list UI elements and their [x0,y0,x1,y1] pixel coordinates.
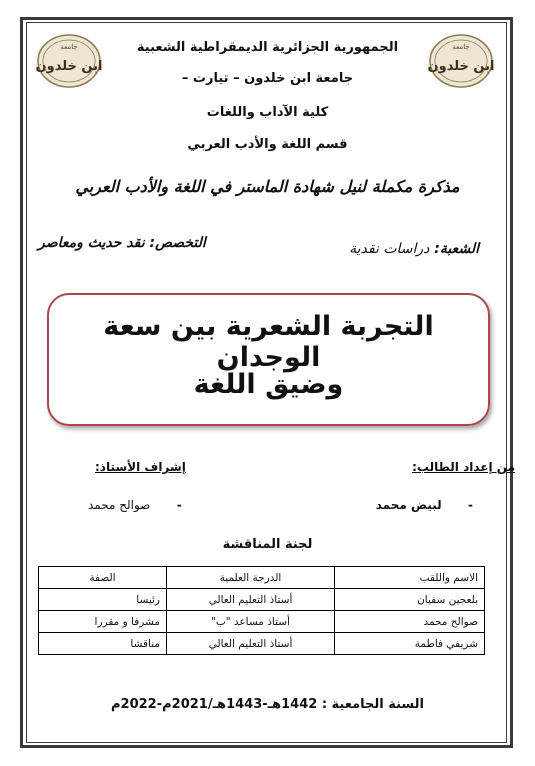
specialty-value: نقد حديث ومعاصر [38,235,145,251]
logo-top-text: جامعة [60,43,78,51]
academic-year: السنة الجامعية : 1442هـ-1443هـ/2021م-2022م [111,697,424,712]
member-name: شريفي فاطمة [335,633,485,655]
thesis-title-box [47,293,490,426]
logo-main-text: ابن خلدون [428,59,494,74]
member-role: رئيسا [39,589,167,611]
department-name: قسم اللغة والأدب العربي [187,137,348,152]
branch-value: دراسات نقدية [349,241,430,257]
header-role: الصفة [39,567,167,589]
member-degree: أستاذ التعليم العالي [167,633,335,655]
header-degree: الدرجة العلمية [167,567,335,589]
student-name: لبيض محمد [375,498,442,512]
student-entry [376,498,473,512]
table-header-row [39,567,485,589]
logo-main-text: ابن خلدون [36,59,102,74]
supervisor-name: صوالح محمد [88,498,151,512]
header-name: الاسم واللقب [335,567,485,589]
supervisor-entry [88,498,182,512]
faculty-name: كلية الآداب واللغات [206,105,329,120]
specialty-field [38,235,206,251]
thesis-title-line-2: وضيق اللغة [193,369,344,400]
committee-table [38,566,485,655]
member-role: مشرفا و مقررا [39,611,167,633]
member-name: صوالح محمد [335,611,485,633]
committee-title: لجنة المناقشة [222,537,313,552]
member-role: مناقشا [39,633,167,655]
thesis-title-line-1: التجربة الشعرية بين سعة الوجدان [103,311,434,373]
student-label: من إعداد الطالب: [412,460,515,474]
student-bullet: - [468,498,473,512]
table-row [39,611,485,633]
logo-top-text: جامعة [452,43,470,51]
university-name: جامعة ابن خلدون – تيارت – [181,71,354,86]
member-degree: أستاذ مساعد "ب" [167,611,335,633]
member-name: بلعجين سفيان [335,589,485,611]
supervisor-bullet: - [176,498,182,512]
branch-label: الشعبة: [434,241,479,257]
branch-field [349,241,479,257]
table-row [39,589,485,611]
member-degree: أستاذ التعليم العالي [167,589,335,611]
table-row [39,633,485,655]
supervisor-label: إشراف الأستاذ: [95,460,186,474]
memo-line: مذكرة مكملة لنيل شهادة الماستر في اللغة والأدب العربي [75,177,460,196]
republic-heading: الجمهورية الجزائرية الديمقراطية الشعبية [136,40,399,55]
specialty-label: التخصص: [149,235,206,251]
